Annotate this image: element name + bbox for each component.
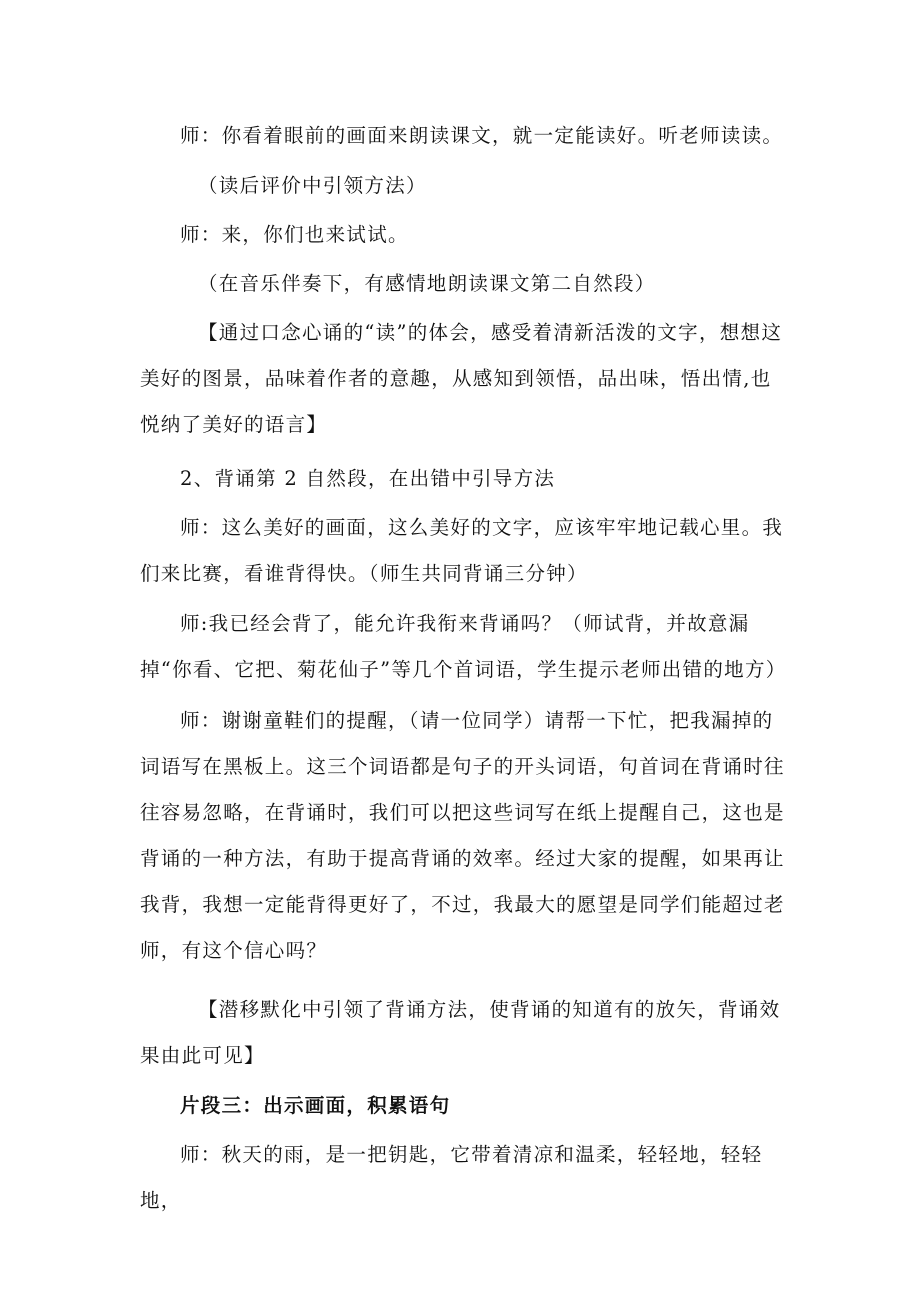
paragraph-teacher-try: 师：来，你们也来试试。 (180, 223, 409, 246)
fragment-three-heading: 片段三：出示画面，积累语句 (180, 1094, 451, 1117)
section-heading-recite: 2、背诵第 2 自然段，在出错中引导方法 (180, 467, 556, 490)
paragraph-teacher-thanks: 师：谢谢童鞋们的提醒，（请一位同学）请帮一下忙，把我漏掉的词语写在黑板上。这三个词语都是句子的开头词语，句首词在背诵时往往容易忽略，在背诵时，我们可以把这些词写在纸上提醒自己，这也是背诵的一种方法，有助于提高背诵的效率。经过大家的提醒，如果再让我背，我想一定能背得更好了，不过，我最大的愿望是同学们能超过老师，有这个信心吗？ (140, 709, 785, 962)
paragraph-teacher-reading: 师：你看着眼前的画面来朗读课文，就一定能读好。听老师读读。 (180, 124, 784, 147)
paragraph-reading-comment: 【通过口念心诵的“读”的体会，感受着清新活泼的文字，想想这美好的图景，品味着作者的意趣，从感知到领悟，品出味，悟出情,也悦纳了美好的语言】 (140, 321, 783, 436)
paragraph-autumn-rain: 师：秋天的雨，是一把钥匙，它带着清凉和温柔，轻轻地，轻轻地， (140, 1143, 763, 1212)
paragraph-music-note: （在音乐伴奏下，有感情地朗读课文第二自然段） (198, 272, 656, 295)
paragraph-teacher-compete: 师：这么美好的画面，这么美好的文字，应该牢牢地记载心里。我们来比赛，看谁背得快。（师生共同背诵三分钟） (140, 516, 784, 585)
paragraph-reading-note: （读后评价中引领方法） (198, 174, 427, 197)
paragraph-teacher-try-recite: 师:我已经会背了，能允许我衔来背诵吗？（师试背，并故意漏掉“你看、它把、菊花仙子”等几个首词语，学生提示老师出错的地方） (140, 612, 787, 681)
paragraph-recite-comment: 【潜移默化中引领了背诵方法，使背诵的知道有的放矢，背诵效果由此可见】 (140, 998, 781, 1067)
